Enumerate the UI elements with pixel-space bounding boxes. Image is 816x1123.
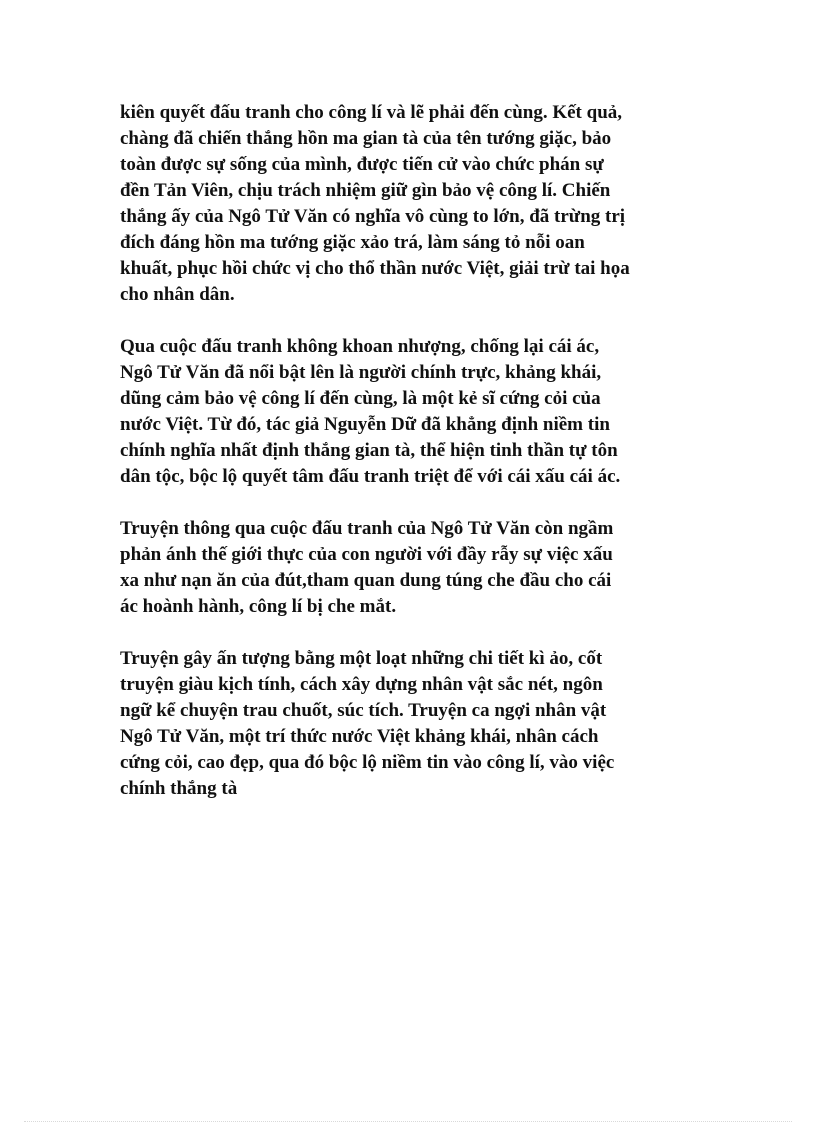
text-line: xa như nạn ăn của đút,tham quan dung túng che đầu cho cái [120, 570, 612, 591]
text-line: Truyện thông qua cuộc đấu tranh của Ngô Tử Văn còn ngầm [120, 518, 614, 539]
text-line: dũng cảm bảo vệ công lí đến cùng, là một kẻ sĩ cứng cỏi của [120, 388, 601, 409]
text-line: Truyện gây ấn tượng bằng một loạt những chi tiết kì ảo, cốt [120, 648, 603, 669]
text-line: đền Tản Viên, chịu trách nhiệm giữ gìn bảo vệ công lí. Chiến [120, 180, 611, 201]
paragraph-2 [120, 334, 700, 490]
text-line: phản ánh thế giới thực của con người với đầy rẫy sự việc xấu [120, 544, 613, 565]
text-line: đích đáng hồn ma tướng giặc xảo trá, làm sáng tỏ nỗi oan [120, 232, 585, 253]
text-line: chính thắng tà [120, 778, 238, 799]
document-body [120, 100, 700, 828]
text-line: khuất, phục hồi chức vị cho thổ thần nước Việt, giải trừ tai họa [120, 258, 630, 279]
text-line: toàn được sự sống của mình, được tiến cử vào chức phán sự [120, 154, 604, 175]
page-bottom-divider [24, 1121, 792, 1122]
text-line: thắng ấy của Ngô Tử Văn có nghĩa vô cùng to lớn, đã trừng trị [120, 206, 626, 227]
text-line: dân tộc, bộc lộ quyết tâm đấu tranh triệt để với cái xấu cái ác. [120, 466, 621, 487]
text-line: Ngô Tử Văn đã nổi bật lên là người chính trực, khảng khái, [120, 362, 602, 383]
paragraph-3 [120, 516, 700, 620]
text-line: ác hoành hành, công lí bị che mắt. [120, 596, 397, 617]
text-line: Ngô Tử Văn, một trí thức nước Việt khảng khái, nhân cách [120, 726, 599, 747]
text-line: cho nhân dân. [120, 284, 235, 305]
text-line: chàng đã chiến thắng hồn ma gian tà của tên tướng giặc, bảo [120, 128, 612, 149]
text-line: truyện giàu kịch tính, cách xây dựng nhân vật sắc nét, ngôn [120, 674, 603, 695]
paragraph-4 [120, 646, 700, 802]
text-line: Qua cuộc đấu tranh không khoan nhượng, chống lại cái ác, [120, 336, 600, 357]
text-line: ngữ kể chuyện trau chuốt, súc tích. Truyện ca ngợi nhân vật [120, 700, 607, 721]
text-line: chính nghĩa nhất định thắng gian tà, thể hiện tinh thần tự tôn [120, 440, 618, 461]
paragraph-1 [120, 100, 700, 308]
text-line: kiên quyết đấu tranh cho công lí và lẽ phải đến cùng. Kết quả, [120, 102, 623, 123]
text-line: nước Việt. Từ đó, tác giả Nguyễn Dữ đã khẳng định niềm tin [120, 414, 610, 435]
text-line: cứng cỏi, cao đẹp, qua đó bộc lộ niềm tin vào công lí, vào việc [120, 752, 615, 773]
